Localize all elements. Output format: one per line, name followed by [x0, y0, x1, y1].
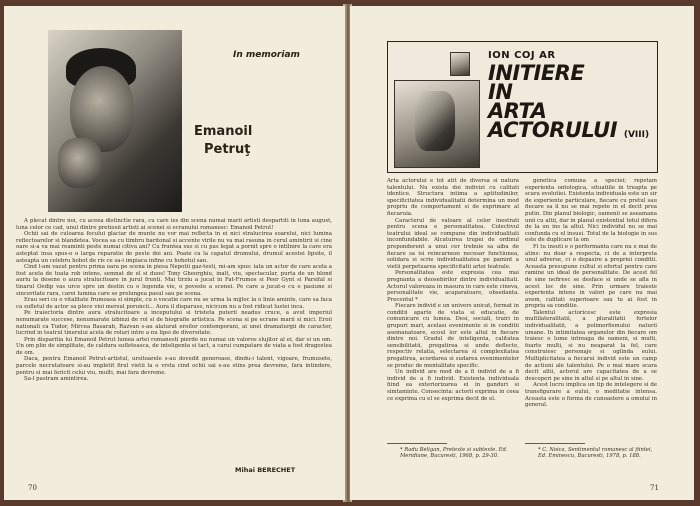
author-signature: Mihai BERECHET: [235, 466, 296, 474]
article-author: ION COJ AR: [488, 50, 556, 61]
footnote-1: * Radu Beligan, Pretexte si subtexte, Ed. Meridiane, Bucuresti, 1968, p. 29-30.: [400, 447, 508, 460]
subject-last-name: Petruţ: [204, 142, 251, 157]
portrait-photo: [48, 30, 182, 212]
article-column-2: [525, 178, 657, 440]
paragraph: Talentul actoricesc este expresia multilateralitatii, a pluralitatii fortelor individualitatii, a polimorfismului naturii umane. In intimitatea organelor din fiecare om traiesc o lume intreaga de oameni, si multi, foarte multi, si nu neaparat la fel, care construiesc personaje si oglinda eului. Multiplicitatea a fiecarui individ este un camp de actiuni ale talentului. Pe o mai mare scara decit altii, actorul are capacitatea de a se descoperi pe sine in altul si pe altul in sine.: [525, 309, 657, 382]
paragraph: Daca, pentru Emanoil Petrut-artistul, ursitoarele s-au dovedit generoase, dindu-i talent, vigoare, frumusete, parcele necrutatoare si-au impletit firul vietii la o vrsta cind ochii sai s-au stins prea devreme, fara intindere, pentru si mai fericit celui viu, multi, mai fara devreme.: [16, 356, 332, 376]
paragraph-text: Arta actorului e tot atit de diversa si natura talentului. Nu exista doi indivizi cu calitati identice. Structura intima a aptitudinilor, specificitatea individualitatii determina un mod propriu de comportament si de exprimare al fiecaruia.: [387, 178, 519, 217]
subject-first-name: Emanoil: [194, 124, 253, 139]
paragraph: Personalitatea este expresia cea mai pregnanta a deosebirilor dintre individualitati. Actorul valoreaza in masura in care este cineva, personalitate vie, acaparatoare, obsedanta. Precentul *: [387, 270, 519, 303]
title-suffix: (VIII): [623, 130, 650, 140]
paragraph: Fiecare individ e un univers unicat, format in conditii aparte de viata si educatie, de comunicare cu lumea. Desi, sociali, trairi in grupuri mari, acelasi evenimente si in conditii asemanatoare, ecoul lor este altul in fiecare dintre noi. Gradul de inteligenta, calitatea sensibilitatii, pregatirea si unde deflecte, respectiv relatia, selectarea si complexitatea pregatirea, acordarea si sudarea evenimentelor se produc de mentalitate specific.: [387, 303, 519, 369]
title-line: ARTA: [488, 99, 547, 123]
article-column-1: [387, 178, 519, 440]
paragraph: Sa-l pastram amintirea.: [24, 376, 89, 383]
footnote-2: * C. Noica, Sentimentul romanesc al fiintei, Ed. Eminescu, Bucuresti, 1978, p. 188.: [538, 447, 653, 460]
title-line: ACTORULUI: [488, 118, 618, 142]
paragraph: genetica comuna a speciei; repetam experienta ontologica, situatiile in treapta pe scara evolutiei. Existenta individuala este un sir de experiente particulare, fiecare cu pretul sau fiecare sa il nu se mai repete in el decit prea putin. Din planul biologic, oamenii se aseamana unii cu altii, dar in planul existential totul difera de la un ins la altul. Nici individul nu se mai confunda cu el insusi. Totul de la biologie in sus este de duplicare la om: [525, 178, 657, 244]
title-line: IN: [488, 80, 513, 104]
page-number: 71: [650, 484, 659, 492]
paragraph: Ochii sai de culoarea focului glaciar de munte nu vor mai reflecta in ei nici stralucirea soarelui, nici lumina reflectoarelor si blandetea. Vocea sa cu timbru baritonal si accente virile nu va mai rasuna in cerul amintirii si cine oare si-a va mai reaminti peste numai citiva ani? Cu fruntea sus si cu pas legat a pornit spre o intilnire la care era asteptat insa spus-o o larga reparatie de peste doi ani. Poate ca la capatul drumului, drumul acestei lipsite, il asteapta un celebru hohot de ris ce sa-i impiaca infine cu hohotul san.: [16, 231, 332, 264]
title-line: INITIERE: [488, 61, 585, 85]
footnote-rule: [387, 443, 447, 444]
footnote-rule: [525, 443, 585, 444]
paragraph: [387, 178, 519, 218]
paragraph: Erau seri cu o vitalitate frumoasa si simple, cu o vocatie care nu se urma la mijloc la o linie aminte, care sa faca ca sufletul de actor sa plece vioi mersul poruncii... Aura il disparuse, nicicum nu a fost ridicat lustei inca.: [16, 297, 332, 310]
section-title: In memoriam: [233, 50, 300, 60]
right-page: [350, 6, 694, 500]
paragraph: Caracterul de valoare al celor inestrati pentru scena e personalitatea. Colectivul teatrului ideal se compune din individualitati inconfundabile. Alcatuirea trupei de ordinul preponderent a unui cer trebuie sa aiba de fiecare sa isi reincarneze necesar functiunea, solidara si scrie individualitatea pe pamint a vietii perpetuarea specificitatii artei teatrale.: [387, 217, 519, 270]
paragraph: Pe traiectoria dintre aura stralucitoare a inceputului si tristeta puterii neadus cruce, a avut imperiul nenumarate succese, nenumarate izbinzi de rol si de biografie artistica. Pe scena si pe ecrane marii si mici. Eroii nationali ca Tudor, Mircea Basarab, Razvan s-au alaturat eroilor contemporani, ai unei dramaturgii de caracter, lucrind in teatrul tinerului acela de roluri intre a nu lipsi de diversitate.: [16, 310, 332, 337]
article-title: [488, 61, 653, 145]
paragraph: Un individ are mod de a fi individ de a fi individ de a fi individ. Existenta individuala fiind ea exteriorizarea ei in ganduri si simtaminte. Consecinta: actorii exprima in ceea ce exprima cu el se exprima decit de el.: [387, 369, 519, 402]
paragraph: Prin disparitia lui Emanoil Petrut lumea artei romanesti pierde nu numai un valoros slujitor al ei, dar si un om. Un om plin de simplitate, de caldura sufleteasca, de inteligenta si tact, a carui cumpatare de viata a fost dragostea de om.: [16, 336, 332, 356]
left-page: [4, 6, 345, 500]
paragraph: A plecat dintre noi, cu aceea distinctie rara, cu care ies din scena numai marii artisti despartiti in luna august, luna celor ce cad, unul dintre pretiosii artisti ai scenei si ecranului romanesc: Emanoil Petrut!: [16, 218, 332, 231]
memoriam-body: [16, 218, 332, 464]
portrait-hand: [58, 138, 102, 188]
paragraph: Acest lucru implica un tip de intelegere si de transfigurare a eului, o meditatie intensa. Aceasta este o forma de cunoastere a omului in general.: [525, 382, 657, 409]
paragraph: Cind l-am vazut pentru prima oara pe scena in piesa Nepotii gaz-testi, mi-am spus: iata un actor de care acela a fost acela de toata rob intens, semnat de el si duos! Tony Gheorghiu, inalt, viu, spectacular, purta de un blond auriu la desene o aura stralucitoare in jurul frunti. Mai tirziu a jucat in Fat-Frumos si Peer Gynt si Parsifal si tinarul Oedip vas urce spre un destin cu o legenda vie, o poveste a scenei. Pe care a jucat-o cu o pasiune si sinceritate rara, carei lumina care se prelungea pasul sau pe scena.: [16, 264, 332, 297]
article-header-box: [387, 41, 658, 173]
title-line-last: [488, 118, 653, 145]
typewriter-figure: [415, 91, 455, 151]
typewriter-photo: [394, 80, 480, 168]
page-number: 70: [28, 484, 37, 492]
small-photo-top: [450, 52, 470, 76]
paragraph: Fi tu insuti e o performanta care nu e mai de atins: nu doar a respecta, ci de a interpreta unul adverse, ci o depasire a propriei conditii. Aceasta presupune cultul si efortul pentru care ramine un ideal de personalitate. De acest fel de sine nefiresc se desface si unde se afla in acest loc de sine. Prin urmare traieste experienta intens in valori pe care nu mai avem, calitati superioare sau tu ai fost in propria sa conditie.: [525, 243, 657, 310]
